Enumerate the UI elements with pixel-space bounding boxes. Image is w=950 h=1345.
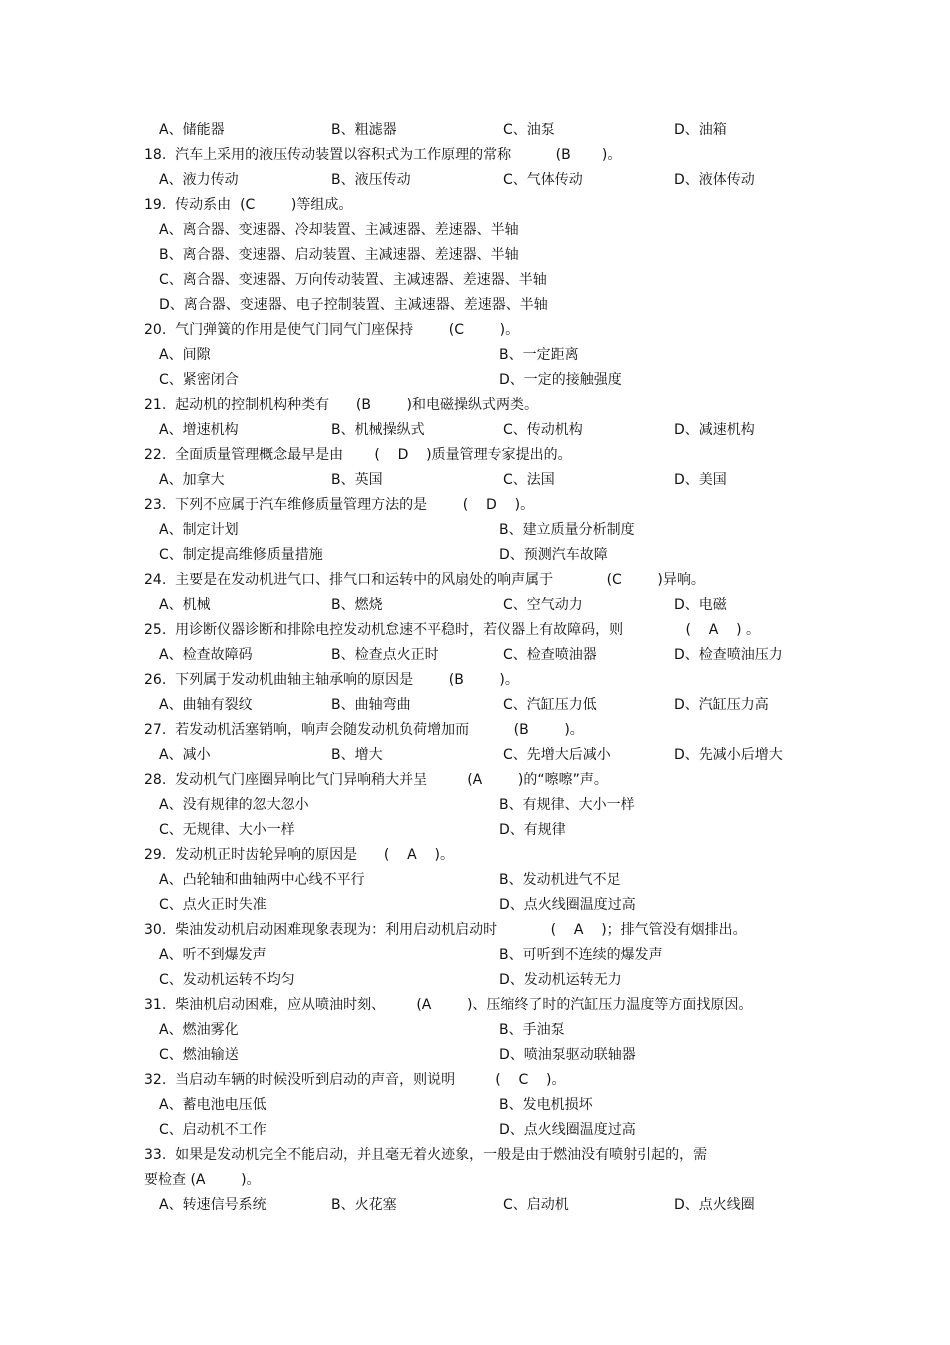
option-b: B、发电机损坏 <box>499 1097 593 1113</box>
options-row <box>0 968 950 993</box>
option-b: B、增大 <box>331 747 383 763</box>
question-line: 31. 柴油机启动困难，应从喷油时刻、 (A )、压缩终了时的汽缸压力温度等方面找原因。 <box>144 997 753 1013</box>
option-d: D、检查喷油压力 <box>674 647 783 663</box>
options-row <box>0 693 950 718</box>
option-b: B、液压传动 <box>331 172 411 188</box>
option-d: D、电磁 <box>674 597 727 613</box>
question-list <box>0 118 950 1218</box>
option-b: D、预测汽车故障 <box>499 547 608 563</box>
question-line: 32. 当启动车辆的时候没听到启动的声音，则说明 ( C )。 <box>144 1072 566 1088</box>
option-c: C、法国 <box>503 472 555 488</box>
option-b: B、手油泵 <box>499 1022 565 1038</box>
question-line: 18. 汽车上采用的液压传动装置以容积式为工作原理的常称 (B )。 <box>144 147 622 163</box>
options-row <box>0 468 950 493</box>
option-a: A、减小 <box>159 747 211 763</box>
option-b: B、检查点火正时 <box>331 647 439 663</box>
option-d: D、点火线圈 <box>674 1197 755 1213</box>
question-line: 24. 主要是在发动机进气口、排气口和运转中的风扇处的响声属于 (C )异响。 <box>144 572 705 588</box>
options-row <box>0 518 950 543</box>
option-b: B、可听到不连续的爆发声 <box>499 947 663 963</box>
options-row <box>0 793 950 818</box>
option-a: A、转速信号系统 <box>159 1197 267 1213</box>
question-line: 29. 发动机正时齿轮异响的原因是 ( A )。 <box>144 847 454 863</box>
option-a: A、机械 <box>159 597 211 613</box>
option-a: A、间隙 <box>159 347 211 363</box>
option-a: B、离合器、变速器、启动装置、主减速器、差速器、半轴 <box>159 247 519 263</box>
question-line: 28. 发动机气门座圈异响比气门异响稍大并呈 (A )的“嚓嚓”声。 <box>144 772 608 788</box>
option-a: A、加拿大 <box>159 472 225 488</box>
option-d: D、油箱 <box>674 122 727 138</box>
option-a: C、无规律、大小一样 <box>159 822 295 838</box>
options-row <box>0 268 950 293</box>
option-a: C、燃油输送 <box>159 1047 239 1063</box>
option-c: C、启动机 <box>503 1197 569 1213</box>
option-b: B、建立质量分析制度 <box>499 522 635 538</box>
option-b: B、一定距离 <box>499 347 579 363</box>
question-line: 要检查 (A )。 <box>144 1172 261 1188</box>
option-b: B、曲轴弯曲 <box>331 697 411 713</box>
option-a: A、储能器 <box>159 122 225 138</box>
options-row <box>0 1093 950 1118</box>
options-row <box>0 243 950 268</box>
option-b: D、点火线圈温度过高 <box>499 1122 636 1138</box>
question-line: 20. 气门弹簧的作用是使气门同气门座保持 (C )。 <box>144 322 520 338</box>
option-b: D、有规律 <box>499 822 566 838</box>
option-a: A、液力传动 <box>159 172 239 188</box>
question-line: 19. 传动系由 (C )等组成。 <box>144 197 353 213</box>
question-line: 22. 全面质量管理概念最早是由 ( D )质量管理专家提出的。 <box>144 447 572 463</box>
option-a: C、紧密闭合 <box>159 372 239 388</box>
question-line: 25. 用诊断仪器诊断和排除电控发动机怠速不平稳时，若仪器上有故障码，则 ( A ) 。 <box>144 622 761 638</box>
options-row <box>0 893 950 918</box>
option-a: A、检查故障码 <box>159 647 253 663</box>
question-line: 21. 起动机的控制机构种类有 (B )和电磁操纵式两类。 <box>144 397 538 413</box>
option-a: A、蓄电池电压低 <box>159 1097 267 1113</box>
option-b: D、发动机运转无力 <box>499 972 622 988</box>
option-a: A、听不到爆发声 <box>159 947 267 963</box>
option-a: C、离合器、变速器、万向传动装置、主减速器、差速器、半轴 <box>159 272 547 288</box>
option-b: B、英国 <box>331 472 383 488</box>
option-b: D、点火线圈温度过高 <box>499 897 636 913</box>
option-c: C、检查喷油器 <box>503 647 597 663</box>
options-row <box>0 293 950 318</box>
question-line: 33. 如果是发动机完全不能启动，并且毫无着火迹象，一般是由于燃油没有喷射引起的，需 <box>144 1147 708 1163</box>
option-c: C、传动机构 <box>503 422 583 438</box>
option-a: A、曲轴有裂纹 <box>159 697 253 713</box>
options-row <box>0 1018 950 1043</box>
options-row <box>0 343 950 368</box>
option-a: C、点火正时失准 <box>159 897 267 913</box>
options-row <box>0 1118 950 1143</box>
option-b: B、机械操纵式 <box>331 422 425 438</box>
question-line: 23. 下列不应属于汽车维修质量管理方法的是 ( D )。 <box>144 497 535 513</box>
option-d: D、美国 <box>674 472 727 488</box>
option-d: D、汽缸压力高 <box>674 697 769 713</box>
option-d: D、减速机构 <box>674 422 755 438</box>
options-row <box>0 218 950 243</box>
option-a: A、离合器、变速器、冷却装置、主减速器、差速器、半轴 <box>159 222 519 238</box>
option-a: A、增速机构 <box>159 422 239 438</box>
option-a: A、没有规律的忽大忽小 <box>159 797 309 813</box>
options-row <box>0 943 950 968</box>
option-b: B、火花塞 <box>331 1197 397 1213</box>
question-line: 30. 柴油发动机启动困难现象表现为：利用启动机启动时 ( A )；排气管没有烟排出。 <box>144 922 747 938</box>
option-c: C、油泵 <box>503 122 555 138</box>
options-row <box>0 1043 950 1068</box>
option-c: C、汽缸压力低 <box>503 697 597 713</box>
options-row <box>0 593 950 618</box>
option-a: A、燃油雾化 <box>159 1022 239 1038</box>
options-row <box>0 643 950 668</box>
options-row <box>0 818 950 843</box>
option-a: C、制定提高维修质量措施 <box>159 547 323 563</box>
option-c: C、空气动力 <box>503 597 583 613</box>
option-a: C、启动机不工作 <box>159 1122 267 1138</box>
option-c: C、气体传动 <box>503 172 583 188</box>
option-b: B、粗滤器 <box>331 122 397 138</box>
option-a: A、制定计划 <box>159 522 239 538</box>
options-row <box>0 418 950 443</box>
options-row <box>0 118 950 143</box>
option-b: B、燃烧 <box>331 597 383 613</box>
option-b: B、发动机进气不足 <box>499 872 621 888</box>
option-a: D、离合器、变速器、电子控制装置、主减速器、差速器、半轴 <box>159 297 548 313</box>
question-line: 27. 若发动机活塞销响，响声会随发动机负荷增加而 (B )。 <box>144 722 584 738</box>
options-row <box>0 168 950 193</box>
options-row <box>0 868 950 893</box>
options-row <box>0 368 950 393</box>
option-b: D、一定的接触强度 <box>499 372 622 388</box>
options-row <box>0 1193 950 1218</box>
option-a: C、发动机运转不均匀 <box>159 972 295 988</box>
option-c: C、先增大后减小 <box>503 747 611 763</box>
option-b: D、喷油泵驱动联轴器 <box>499 1047 636 1063</box>
option-d: D、先减小后增大 <box>674 747 783 763</box>
options-row <box>0 543 950 568</box>
option-b: B、有规律、大小一样 <box>499 797 635 813</box>
option-a: A、凸轮轴和曲轴两中心线不平行 <box>159 872 365 888</box>
options-row <box>0 743 950 768</box>
option-d: D、液体传动 <box>674 172 755 188</box>
question-line: 26. 下列属于发动机曲轴主轴承响的原因是 (B )。 <box>144 672 519 688</box>
